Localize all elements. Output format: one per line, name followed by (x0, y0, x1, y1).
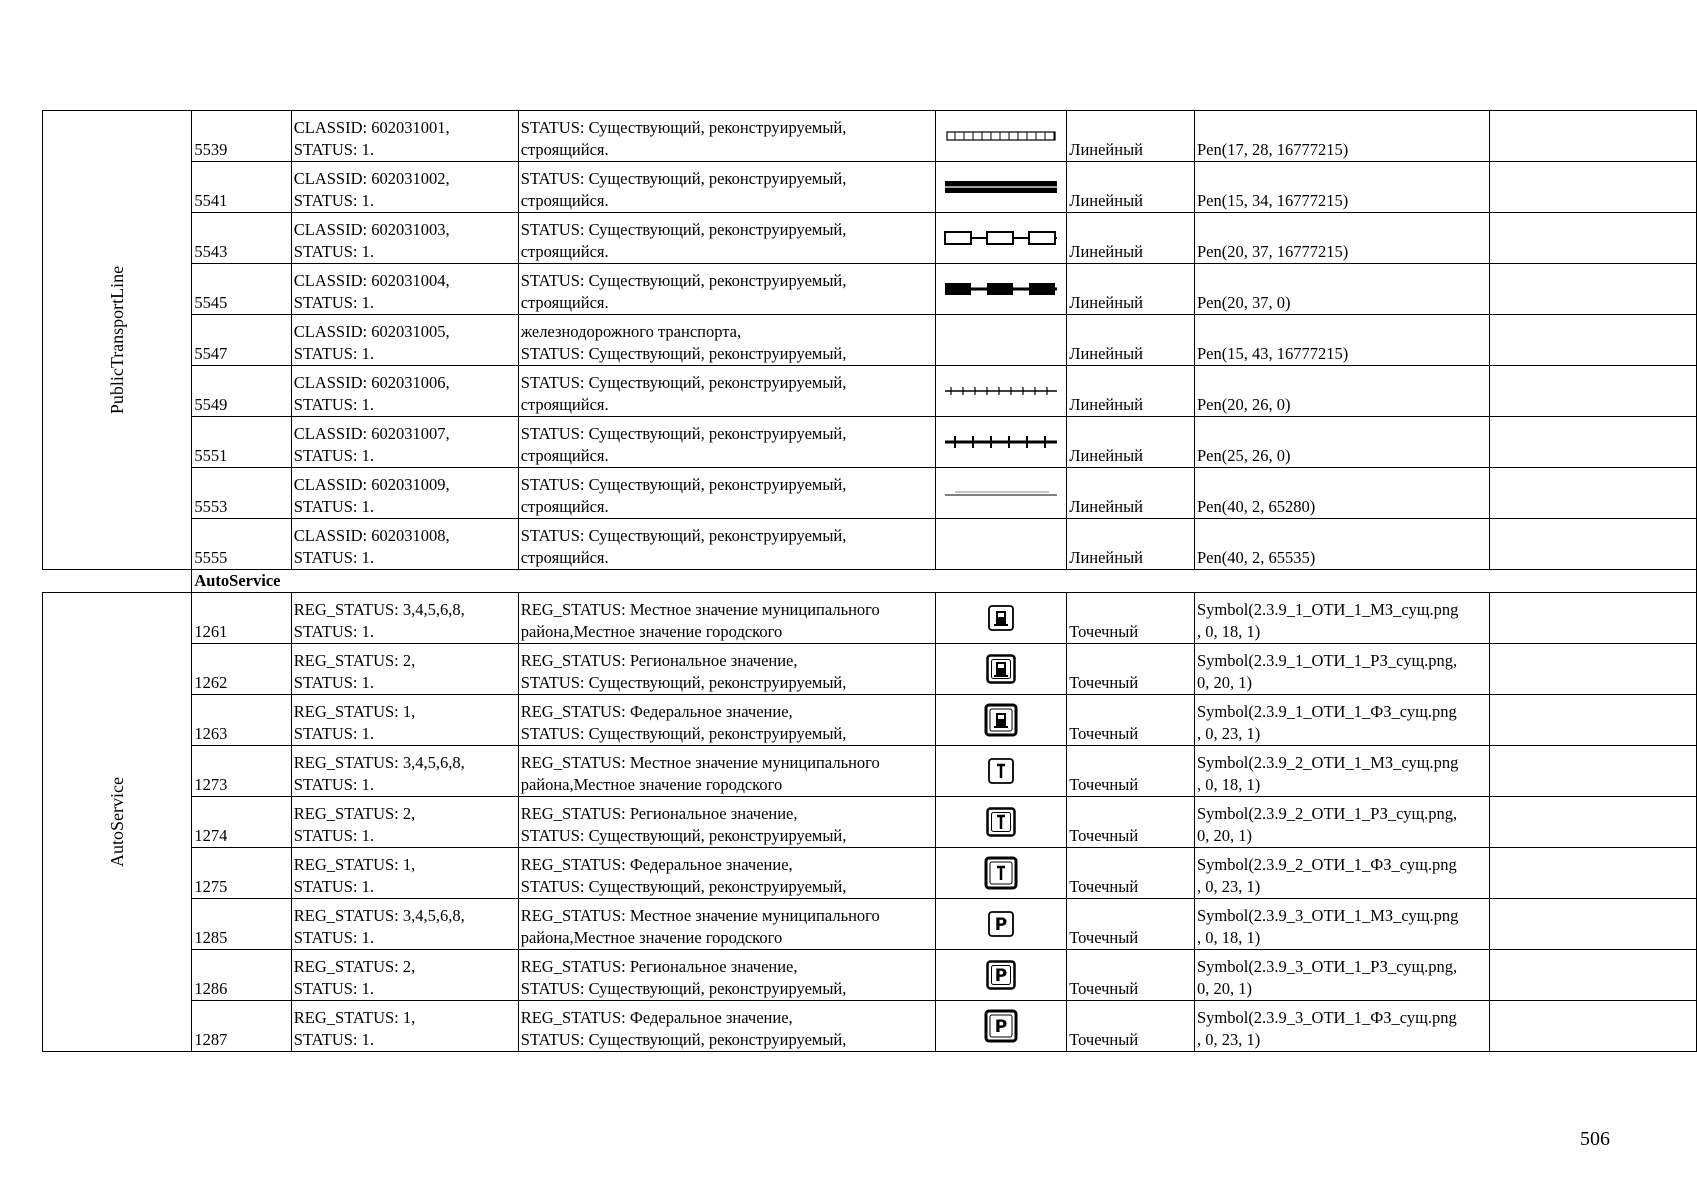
object-type: Линейный (1067, 213, 1195, 264)
description-line: STATUS: Существующий, реконструируемый, (520, 526, 847, 545)
condition-line: STATUS: 1. (293, 344, 375, 363)
description-cell (518, 417, 935, 468)
condition-line: CLASSID: 602031004, (293, 271, 450, 290)
description-cell (518, 899, 935, 950)
legend-symbol-cell (935, 111, 1067, 162)
table-row (43, 644, 1697, 695)
row-id: 5549 (192, 366, 291, 417)
condition-line: CLASSID: 602031002, (293, 169, 450, 188)
style-cell (1194, 746, 1489, 797)
row-id: 5553 (192, 468, 291, 519)
condition-line: STATUS: 1. (293, 191, 375, 210)
style-cell: Pen(40, 2, 65280) (1194, 468, 1489, 519)
object-type: Линейный (1067, 111, 1195, 162)
empty-cell (1490, 162, 1697, 213)
style-cell (1194, 695, 1489, 746)
object-type: Точечный (1067, 746, 1195, 797)
condition-cell (291, 695, 518, 746)
legend-symbol-cell (935, 519, 1067, 570)
condition-cell (291, 797, 518, 848)
legend-table (42, 110, 1697, 1052)
table-row (43, 417, 1697, 468)
table-row (43, 695, 1697, 746)
layer-name: AutoService (107, 776, 128, 867)
condition-line: STATUS: 1. (293, 446, 375, 465)
style-line: , 0, 23, 1) (1196, 877, 1261, 896)
description-line: REG_STATUS: Федеральное значение, (520, 702, 793, 721)
row-id: 5551 (192, 417, 291, 468)
row-id: 1287 (192, 1001, 291, 1052)
table-row (43, 366, 1697, 417)
legend-symbol-cell (935, 950, 1067, 1001)
description-line: REG_STATUS: Региональное значение, (520, 651, 798, 670)
condition-cell (291, 417, 518, 468)
description-line: STATUS: Существующий, реконструируемый, (520, 877, 847, 896)
condition-cell (291, 746, 518, 797)
description-line: STATUS: Существующий, реконструируемый, (520, 344, 847, 363)
page-number: 506 (1580, 1128, 1610, 1150)
description-line: STATUS: Существующий, реконструируемый, (520, 373, 847, 392)
description-line: STATUS: Существующий, реконструируемый, (520, 826, 847, 845)
style-line: Symbol(2.3.9_3_ОТИ_1_МЗ_сущ.png (1196, 906, 1459, 925)
description-line: STATUS: Существующий, реконструируемый, (520, 475, 847, 494)
table-row (43, 797, 1697, 848)
condition-cell (291, 264, 518, 315)
style-cell: Pen(20, 37, 0) (1194, 264, 1489, 315)
legend-symbol-cell (935, 848, 1067, 899)
description-cell (518, 950, 935, 1001)
condition-cell (291, 213, 518, 264)
row-id: 5543 (192, 213, 291, 264)
description-line: строящийся. (520, 191, 609, 210)
style-line: Symbol(2.3.9_1_ОТИ_1_РЗ_сущ.png, (1196, 651, 1458, 670)
style-line: Symbol(2.3.9_3_ОТИ_1_ФЗ_сущ.png (1196, 1008, 1457, 1027)
description-line: строящийся. (520, 293, 609, 312)
empty-cell (1490, 519, 1697, 570)
condition-cell (291, 1001, 518, 1052)
chain-line-white-icon (936, 218, 1067, 258)
description-line: REG_STATUS: Федеральное значение, (520, 1008, 793, 1027)
style-cell (1194, 950, 1489, 1001)
parking-federal-icon (936, 1006, 1067, 1046)
style-line: Symbol(2.3.9_1_ОТИ_1_ФЗ_сущ.png (1196, 702, 1457, 721)
condition-line: REG_STATUS: 2, (293, 804, 416, 823)
condition-line: STATUS: 1. (293, 877, 375, 896)
row-id: 1262 (192, 644, 291, 695)
description-line: строящийся. (520, 140, 609, 159)
description-cell (518, 1001, 935, 1052)
description-line: REG_STATUS: Федеральное значение, (520, 855, 793, 874)
empty-cell (1490, 213, 1697, 264)
description-line: строящийся. (520, 548, 609, 567)
style-cell (1194, 593, 1489, 644)
table-row (43, 315, 1697, 366)
empty-cell (1490, 315, 1697, 366)
condition-line: REG_STATUS: 3,4,5,6,8, (293, 753, 465, 772)
empty-cell (1490, 644, 1697, 695)
object-type: Линейный (1067, 264, 1195, 315)
service-station-federal-icon (936, 853, 1067, 893)
empty-cell (1490, 746, 1697, 797)
table-row (43, 111, 1697, 162)
description-line: STATUS: Существующий, реконструируемый, (520, 169, 847, 188)
empty-cell (1490, 468, 1697, 519)
empty-cell (1490, 366, 1697, 417)
description-line: STATUS: Существующий, реконструируемый, (520, 271, 847, 290)
description-line: REG_STATUS: Местное значение муниципального (520, 906, 880, 925)
object-type: Точечный (1067, 695, 1195, 746)
empty-cell (1490, 593, 1697, 644)
legend-symbol-cell (935, 593, 1067, 644)
object-type: Точечный (1067, 644, 1195, 695)
description-cell (518, 695, 935, 746)
table-row (43, 213, 1697, 264)
description-cell (518, 848, 935, 899)
style-cell (1194, 1001, 1489, 1052)
condition-line: STATUS: 1. (293, 395, 375, 414)
empty-cell (1490, 695, 1697, 746)
condition-line: CLASSID: 602031006, (293, 373, 450, 392)
condition-line: STATUS: 1. (293, 724, 375, 743)
empty-cell (1490, 264, 1697, 315)
style-line: , 0, 23, 1) (1196, 724, 1261, 743)
legend-symbol-cell (935, 264, 1067, 315)
condition-cell (291, 366, 518, 417)
condition-line: STATUS: 1. (293, 497, 375, 516)
object-type: Линейный (1067, 519, 1195, 570)
group-title: AutoService (192, 570, 1697, 593)
style-line: Symbol(2.3.9_2_ОТИ_1_РЗ_сущ.png, (1196, 804, 1458, 823)
condition-line: STATUS: 1. (293, 548, 375, 567)
description-line: REG_STATUS: Местное значение муниципального (520, 753, 880, 772)
legend-symbol-cell (935, 899, 1067, 950)
condition-line: STATUS: 1. (293, 622, 375, 641)
parking-icon (936, 904, 1067, 944)
row-id: 1274 (192, 797, 291, 848)
description-cell (518, 111, 935, 162)
condition-line: STATUS: 1. (293, 1030, 375, 1049)
condition-line: CLASSID: 602031007, (293, 424, 450, 443)
object-type: Линейный (1067, 315, 1195, 366)
description-line: железнодорожного транспорта, (520, 322, 742, 341)
description-line: STATUS: Существующий, реконструируемый, (520, 220, 847, 239)
description-cell (518, 593, 935, 644)
fuel-station-icon (936, 598, 1067, 638)
table-row (43, 162, 1697, 213)
rail-line-hatched-icon (936, 116, 1067, 156)
condition-line: STATUS: 1. (293, 775, 375, 794)
condition-cell (291, 899, 518, 950)
row-id: 5545 (192, 264, 291, 315)
legend-symbol-cell (935, 644, 1067, 695)
description-line: района,Местное значение городского (520, 928, 783, 947)
style-line: Symbol(2.3.9_3_ОТИ_1_РЗ_сущ.png, (1196, 957, 1458, 976)
group-header-blank (43, 570, 192, 593)
object-type: Точечный (1067, 797, 1195, 848)
condition-line: REG_STATUS: 1, (293, 855, 416, 874)
legend-symbol-cell (935, 162, 1067, 213)
style-line: , 0, 18, 1) (1196, 928, 1261, 947)
condition-line: REG_STATUS: 1, (293, 702, 416, 721)
style-cell (1194, 644, 1489, 695)
condition-line: REG_STATUS: 2, (293, 957, 416, 976)
condition-cell (291, 162, 518, 213)
legend-symbol-cell (935, 468, 1067, 519)
rail-line-double-thick-icon (936, 167, 1067, 207)
condition-cell (291, 519, 518, 570)
table-row (43, 468, 1697, 519)
object-type: Точечный (1067, 1001, 1195, 1052)
row-id: 5555 (192, 519, 291, 570)
legend-symbol-cell (935, 213, 1067, 264)
condition-cell (291, 593, 518, 644)
condition-line: REG_STATUS: 3,4,5,6,8, (293, 906, 465, 925)
legend-symbol-cell (935, 695, 1067, 746)
style-cell (1194, 797, 1489, 848)
description-cell (518, 746, 935, 797)
object-type: Точечный (1067, 950, 1195, 1001)
description-cell (518, 315, 935, 366)
legend-symbol-cell (935, 315, 1067, 366)
tick-line-thick-icon (936, 422, 1067, 462)
description-line: STATUS: Существующий, реконструируемый, (520, 1030, 847, 1049)
description-cell (518, 644, 935, 695)
row-id: 1273 (192, 746, 291, 797)
condition-line: STATUS: 1. (293, 140, 375, 159)
style-cell (1194, 899, 1489, 950)
style-cell (1194, 848, 1489, 899)
empty-cell (1490, 1001, 1697, 1052)
row-id: 1261 (192, 593, 291, 644)
description-line: STATUS: Существующий, реконструируемый, (520, 724, 847, 743)
style-line: 0, 20, 1) (1196, 979, 1252, 998)
condition-line: STATUS: 1. (293, 826, 375, 845)
style-line: 0, 20, 1) (1196, 826, 1252, 845)
condition-line: CLASSID: 602031008, (293, 526, 450, 545)
table-row (43, 264, 1697, 315)
object-type: Точечный (1067, 593, 1195, 644)
condition-line: REG_STATUS: 3,4,5,6,8, (293, 600, 465, 619)
row-id: 1286 (192, 950, 291, 1001)
description-cell (518, 468, 935, 519)
condition-line: STATUS: 1. (293, 928, 375, 947)
style-line: Symbol(2.3.9_1_ОТИ_1_МЗ_сущ.png (1196, 600, 1459, 619)
chain-line-black-icon (936, 269, 1067, 309)
svg-text:P: P (994, 966, 1008, 986)
description-line: REG_STATUS: Региональное значение, (520, 957, 798, 976)
condition-cell (291, 468, 518, 519)
empty-cell (1490, 950, 1697, 1001)
condition-line: STATUS: 1. (293, 242, 375, 261)
empty-cell (1490, 899, 1697, 950)
table-row (43, 519, 1697, 570)
object-type: Линейный (1067, 417, 1195, 468)
condition-line: STATUS: 1. (293, 293, 375, 312)
description-line: района,Местное значение городского (520, 775, 783, 794)
condition-cell (291, 950, 518, 1001)
description-line: строящийся. (520, 395, 609, 414)
legend-symbol-cell (935, 746, 1067, 797)
legend-symbol-cell (935, 366, 1067, 417)
table-row (43, 899, 1697, 950)
object-type: Линейный (1067, 468, 1195, 519)
parking-regional-icon (936, 955, 1067, 995)
row-id: 1275 (192, 848, 291, 899)
style-line: 0, 20, 1) (1196, 673, 1252, 692)
description-line: REG_STATUS: Местное значение муниципального (520, 600, 880, 619)
description-line: строящийся. (520, 497, 609, 516)
tick-line-thin-icon (936, 371, 1067, 411)
description-line: STATUS: Существующий, реконструируемый, (520, 979, 847, 998)
layer-name-cell (43, 593, 192, 1052)
condition-cell (291, 111, 518, 162)
condition-line: CLASSID: 602031005, (293, 322, 450, 341)
condition-line: CLASSID: 602031003, (293, 220, 450, 239)
table-row (43, 1001, 1697, 1052)
style-line: Symbol(2.3.9_2_ОТИ_1_ФЗ_сущ.png (1196, 855, 1457, 874)
description-line: района,Местное значение городского (520, 622, 783, 641)
condition-line: CLASSID: 602031001, (293, 118, 450, 137)
condition-line: REG_STATUS: 2, (293, 651, 416, 670)
empty-cell (1490, 111, 1697, 162)
legend-symbol-cell (935, 797, 1067, 848)
condition-line: STATUS: 1. (293, 673, 375, 692)
description-cell (518, 519, 935, 570)
description-line: STATUS: Существующий, реконструируемый, (520, 424, 847, 443)
group-header-row (43, 570, 1697, 593)
description-line: строящийся. (520, 446, 609, 465)
table-row (43, 848, 1697, 899)
condition-line: CLASSID: 602031009, (293, 475, 450, 494)
style-cell: Pen(40, 2, 65535) (1194, 519, 1489, 570)
description-line: STATUS: Существующий, реконструируемый, (520, 673, 847, 692)
style-cell: Pen(15, 34, 16777215) (1194, 162, 1489, 213)
style-cell: Pen(25, 26, 0) (1194, 417, 1489, 468)
table-row (43, 593, 1697, 644)
condition-line: REG_STATUS: 1, (293, 1008, 416, 1027)
style-cell: Pen(15, 43, 16777215) (1194, 315, 1489, 366)
description-line: REG_STATUS: Региональное значение, (520, 804, 798, 823)
row-id: 5541 (192, 162, 291, 213)
layer-name-cell (43, 111, 192, 570)
layer-name: PublicTransportLine (107, 265, 128, 414)
service-station-icon (936, 751, 1067, 791)
condition-cell (291, 315, 518, 366)
style-line: Symbol(2.3.9_2_ОТИ_1_МЗ_сущ.png (1196, 753, 1459, 772)
object-type: Линейный (1067, 366, 1195, 417)
object-type: Линейный (1067, 162, 1195, 213)
style-line: , 0, 18, 1) (1196, 775, 1261, 794)
fuel-station-regional-icon (936, 649, 1067, 689)
legend-symbol-cell (935, 417, 1067, 468)
table-row (43, 746, 1697, 797)
empty-cell (1490, 417, 1697, 468)
description-cell (518, 213, 935, 264)
style-line: , 0, 18, 1) (1196, 622, 1261, 641)
style-line: , 0, 23, 1) (1196, 1030, 1261, 1049)
condition-cell (291, 848, 518, 899)
empty-cell (1490, 797, 1697, 848)
svg-text:P: P (994, 1017, 1008, 1037)
svg-text:P: P (994, 915, 1008, 935)
row-id: 1263 (192, 695, 291, 746)
style-cell: Pen(20, 26, 0) (1194, 366, 1489, 417)
row-id: 5539 (192, 111, 291, 162)
object-type: Точечный (1067, 899, 1195, 950)
description-cell (518, 264, 935, 315)
service-station-regional-icon (936, 802, 1067, 842)
description-cell (518, 162, 935, 213)
table-row (43, 950, 1697, 1001)
empty-cell (1490, 848, 1697, 899)
condition-cell (291, 644, 518, 695)
style-cell: Pen(17, 28, 16777215) (1194, 111, 1489, 162)
description-line: строящийся. (520, 242, 609, 261)
description-cell (518, 797, 935, 848)
row-id: 5547 (192, 315, 291, 366)
condition-line: STATUS: 1. (293, 979, 375, 998)
style-cell: Pen(20, 37, 16777215) (1194, 213, 1489, 264)
object-type: Точечный (1067, 848, 1195, 899)
description-cell (518, 366, 935, 417)
fuel-station-federal-icon (936, 700, 1067, 740)
thin-double-line-icon (936, 473, 1067, 513)
row-id: 1285 (192, 899, 291, 950)
legend-symbol-cell (935, 1001, 1067, 1052)
description-line: STATUS: Существующий, реконструируемый, (520, 118, 847, 137)
